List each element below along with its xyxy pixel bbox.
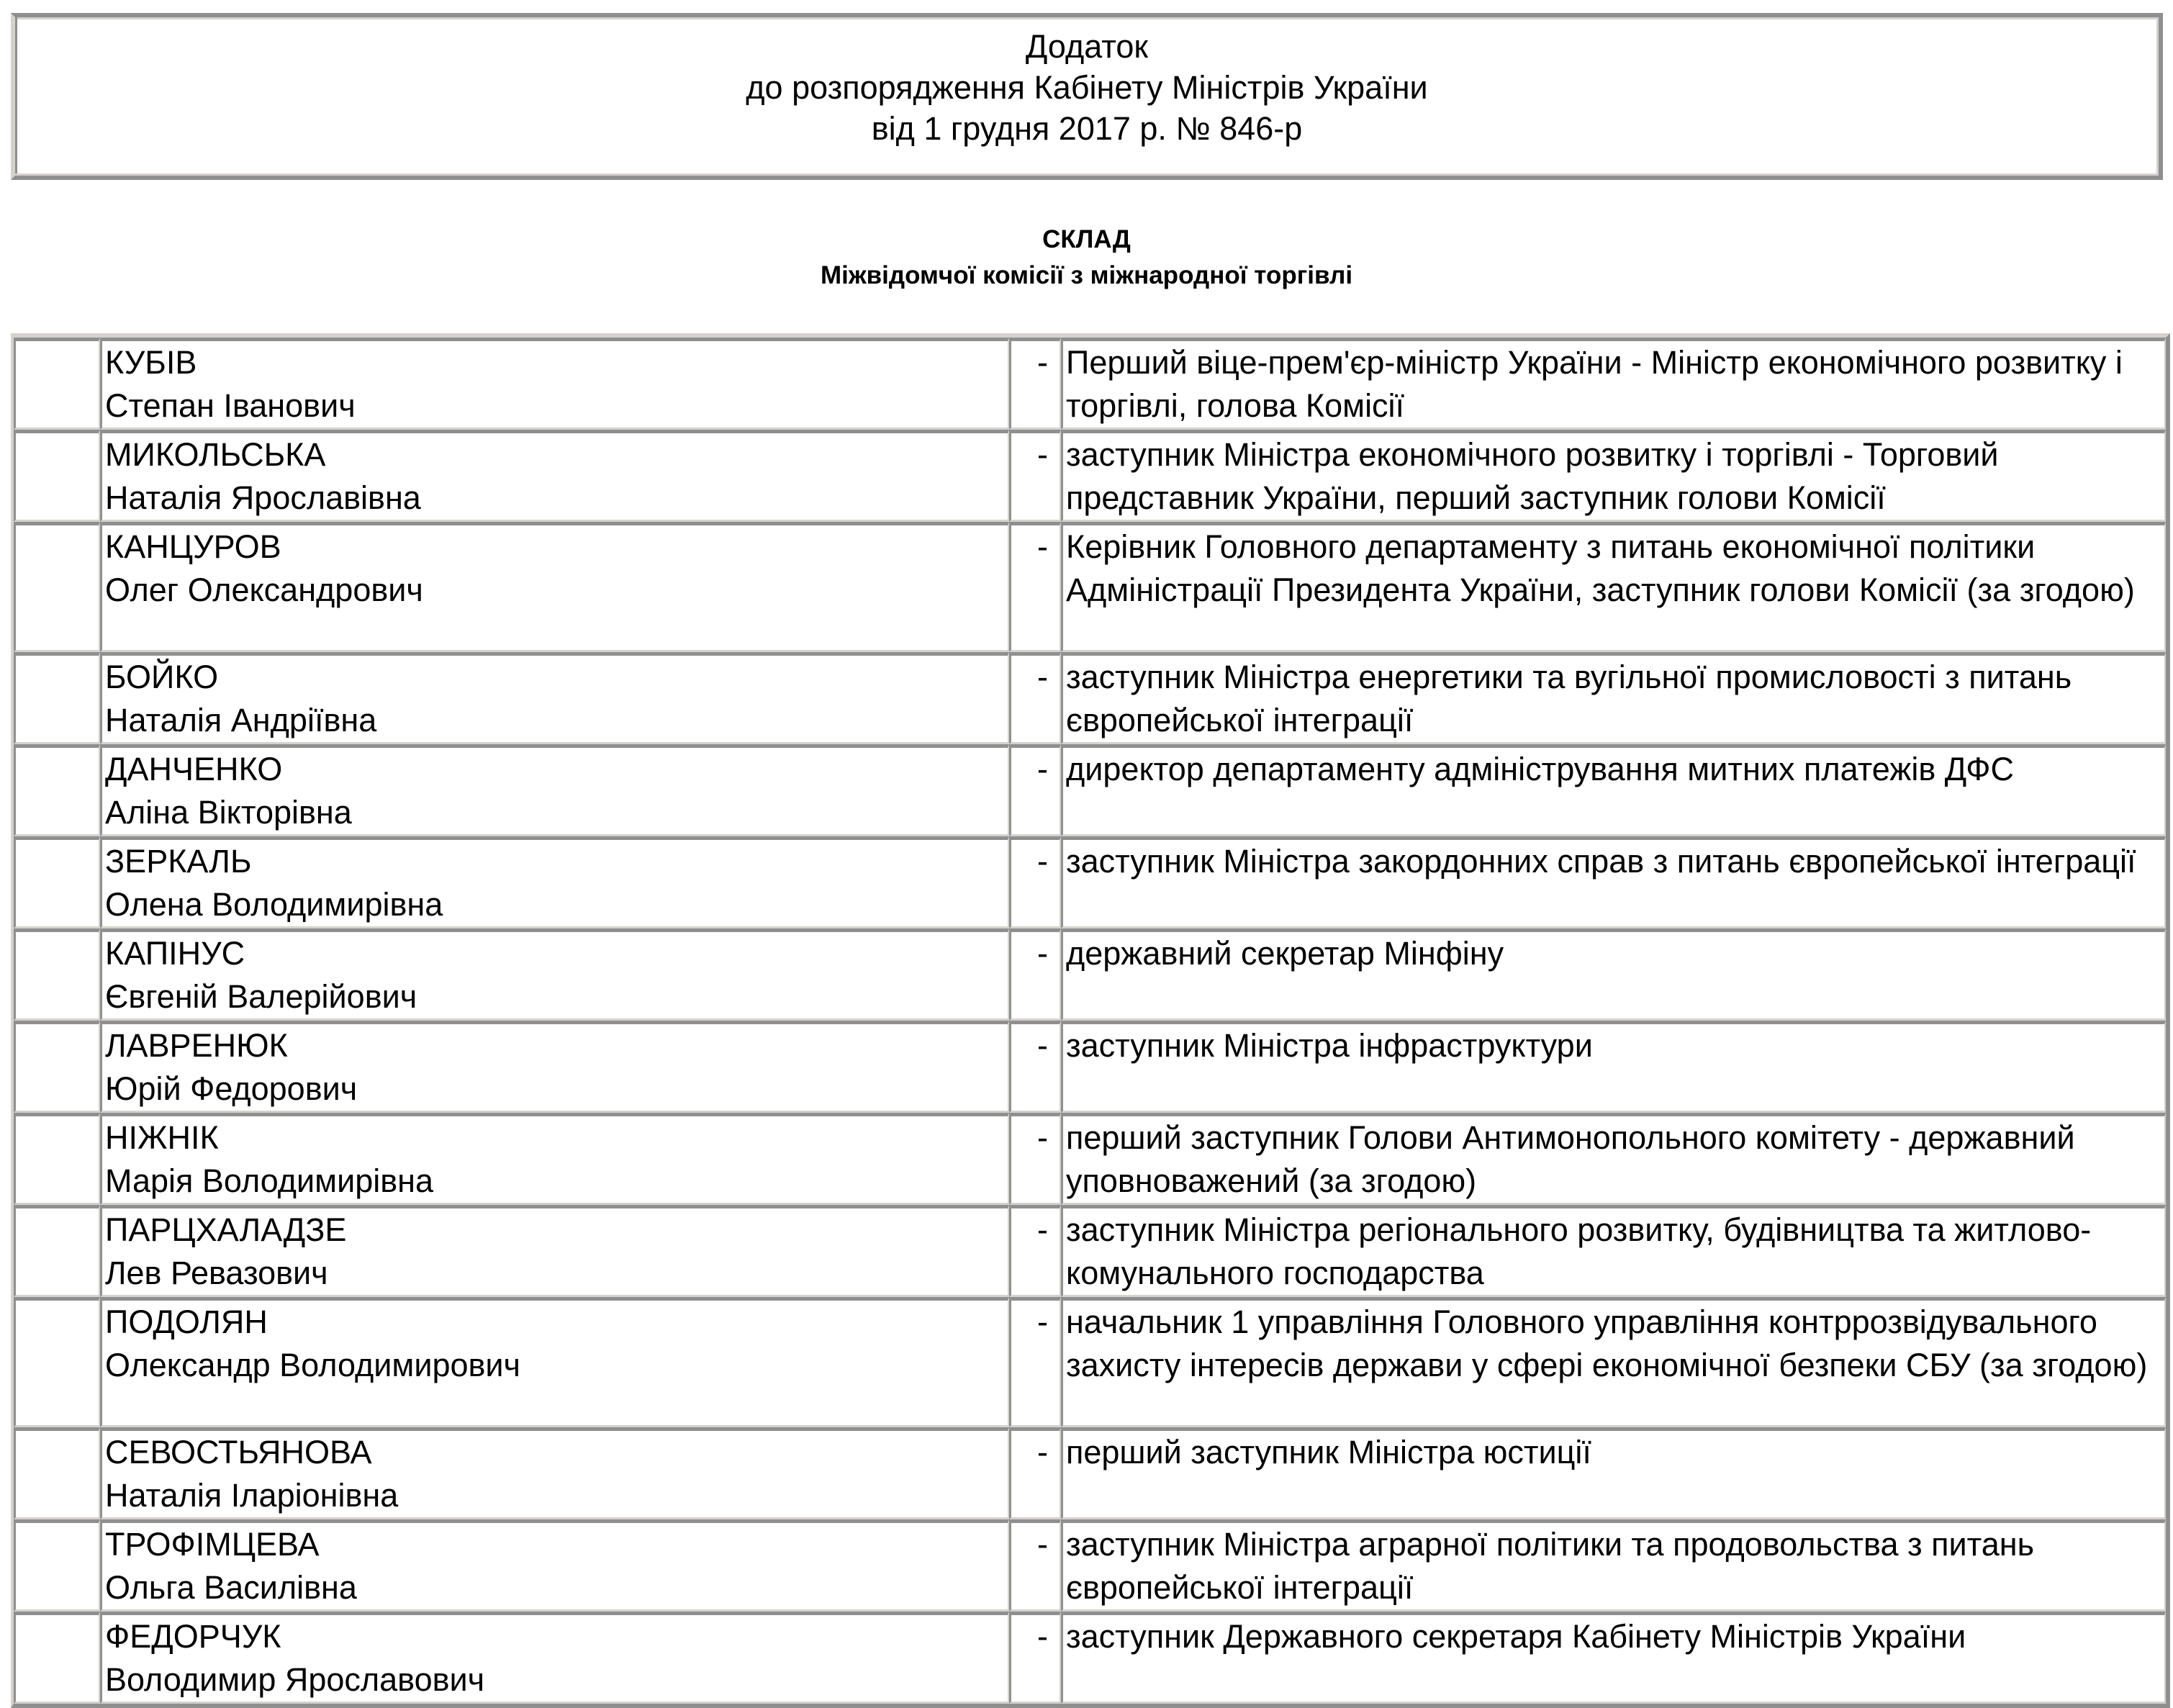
member-row [14, 522, 2166, 652]
member-name-cell [100, 1205, 1009, 1297]
member-position: начальник 1 управління Головного управління контррозвідувального захисту інтересів держави у сфері економічної безпеки СБУ (за згодою) [1061, 1297, 2166, 1427]
member-index-cell [14, 1519, 100, 1612]
member-row [14, 1427, 2166, 1519]
member-dash: - [1009, 430, 1061, 522]
member-given-name: Олег Олександрович [105, 571, 423, 608]
member-position: перший заступник Міністра юстиції [1061, 1427, 2166, 1519]
member-index-cell [14, 652, 100, 744]
member-surname: СЕВОСТЬЯНОВА [105, 1434, 372, 1470]
member-given-name: Ольга Василівна [105, 1569, 357, 1606]
member-row [14, 430, 2166, 522]
member-dash: - [1009, 1519, 1061, 1612]
member-surname: ЛАВРЕНЮК [105, 1027, 288, 1064]
member-index-cell [14, 1427, 100, 1519]
member-name-cell [100, 928, 1009, 1021]
member-position: заступник Міністра енергетики та вугільної промисловості з питань європейської інтеграції [1061, 652, 2166, 744]
member-surname: КУБІВ [105, 344, 197, 381]
member-dash: - [1009, 1612, 1061, 1704]
member-index-cell [14, 1021, 100, 1113]
member-row [14, 1113, 2166, 1205]
member-given-name: Євгеній Валерійович [105, 978, 417, 1015]
member-surname: ДАНЧЕНКО [105, 751, 283, 787]
member-given-name: Степан Іванович [105, 387, 356, 424]
member-given-name: Олександр Володимирович [105, 1347, 521, 1383]
member-surname: ПАРЦХАЛАДЗЕ [105, 1211, 347, 1248]
member-dash: - [1009, 1427, 1061, 1519]
member-given-name: Юрій Федорович [105, 1070, 358, 1107]
members-table-body [14, 338, 2166, 1704]
member-position: Керівник Головного департаменту з питань економічної політики Адміністрації Президента України, заступник голови Комісії (за згодою) [1061, 522, 2166, 652]
member-name-cell [100, 1427, 1009, 1519]
member-dash: - [1009, 836, 1061, 928]
member-row [14, 1519, 2166, 1612]
document-subtitle: Міжвідомчої комісії з міжнародної торгівлі [820, 261, 1353, 289]
member-position: заступник Міністра закордонних справ з питань європейської інтеграції [1061, 836, 2166, 928]
document-title-block [0, 222, 2173, 294]
member-row [14, 836, 2166, 928]
member-position: заступник Міністра аграрної політики та продовольства з питань європейської інтеграції [1061, 1519, 2166, 1612]
member-index-cell [14, 1612, 100, 1704]
member-given-name: Олена Володимирівна [105, 886, 443, 923]
document-title: СКЛАД [1042, 225, 1131, 253]
member-name-cell [100, 652, 1009, 744]
appendix-order-reference: до розпорядження Кабінету Міністрів України [746, 69, 1428, 106]
member-index-cell [14, 1297, 100, 1427]
member-name-cell [100, 338, 1009, 430]
member-position: директор департаменту адміністрування митних платежів ДФС [1061, 744, 2166, 836]
member-given-name: Марія Володимирівна [105, 1162, 434, 1199]
member-name-cell [100, 1612, 1009, 1704]
member-dash: - [1009, 652, 1061, 744]
member-row [14, 338, 2166, 430]
member-given-name: Володимир Ярославович [105, 1661, 485, 1698]
member-position: перший заступник Голови Антимонопольного комітету - державний уповноважений (за згодою) [1061, 1113, 2166, 1205]
member-index-cell [14, 1113, 100, 1205]
member-given-name: Лев Ревазович [105, 1255, 328, 1291]
member-index-cell [14, 338, 100, 430]
appendix-header-box [11, 13, 2163, 180]
member-surname: БОЙКО [105, 659, 219, 695]
member-row [14, 1205, 2166, 1297]
member-row [14, 652, 2166, 744]
member-row [14, 928, 2166, 1021]
member-name-cell [100, 1021, 1009, 1113]
member-row [14, 1021, 2166, 1113]
member-given-name: Наталія Андріївна [105, 702, 377, 738]
member-dash: - [1009, 1205, 1061, 1297]
member-surname: КАНЦУРОВ [105, 528, 281, 565]
member-index-cell [14, 522, 100, 652]
member-row [14, 744, 2166, 836]
member-dash: - [1009, 744, 1061, 836]
member-given-name: Наталія Ярославівна [105, 479, 421, 516]
member-row [14, 1297, 2166, 1427]
member-surname: НІЖНІК [105, 1119, 219, 1156]
member-index-cell [14, 744, 100, 836]
member-surname: ПОДОЛЯН [105, 1303, 268, 1340]
member-surname: МИКОЛЬСЬКА [105, 436, 326, 473]
member-index-cell [14, 1205, 100, 1297]
member-dash: - [1009, 1297, 1061, 1427]
member-position: заступник Міністра регіонального розвитку, будівництва та житлово-комунального господарства [1061, 1205, 2166, 1297]
member-name-cell [100, 1113, 1009, 1205]
member-name-cell [100, 1519, 1009, 1612]
member-name-cell [100, 430, 1009, 522]
member-index-cell [14, 836, 100, 928]
member-dash: - [1009, 928, 1061, 1021]
member-position: заступник Державного секретаря Кабінету Міністрів України [1061, 1612, 2166, 1704]
member-surname: ЗЕРКАЛЬ [105, 843, 252, 880]
appendix-label: Додаток [1025, 28, 1149, 65]
member-dash: - [1009, 1021, 1061, 1113]
member-position: державний секретар Мінфіну [1061, 928, 2166, 1021]
member-surname: ТРОФІМЦЕВА [105, 1526, 320, 1563]
member-dash: - [1009, 338, 1061, 430]
members-table [11, 333, 2170, 1708]
member-name-cell [100, 744, 1009, 836]
member-position: заступник Міністра інфраструктури [1061, 1021, 2166, 1113]
member-position: Перший віце-прем'єр-міністр України - Міністр економічного розвитку і торгівлі, голова Комісії [1061, 338, 2166, 430]
member-name-cell [100, 522, 1009, 652]
member-index-cell [14, 928, 100, 1021]
appendix-order-date-number: від 1 грудня 2017 р. № 846-р [871, 110, 1303, 147]
member-row [14, 1612, 2166, 1704]
member-name-cell [100, 836, 1009, 928]
member-dash: - [1009, 1113, 1061, 1205]
member-index-cell [14, 430, 100, 522]
member-given-name: Наталія Іларіонівна [105, 1477, 399, 1514]
member-given-name: Аліна Вікторівна [105, 794, 352, 831]
member-dash: - [1009, 522, 1061, 652]
member-position: заступник Міністра економічного розвитку і торгівлі - Торговий представник України, перший заступник голови Комісії [1061, 430, 2166, 522]
member-name-cell [100, 1297, 1009, 1427]
member-surname: ФЕДОРЧУК [105, 1618, 281, 1655]
member-surname: КАПІНУС [105, 935, 245, 972]
